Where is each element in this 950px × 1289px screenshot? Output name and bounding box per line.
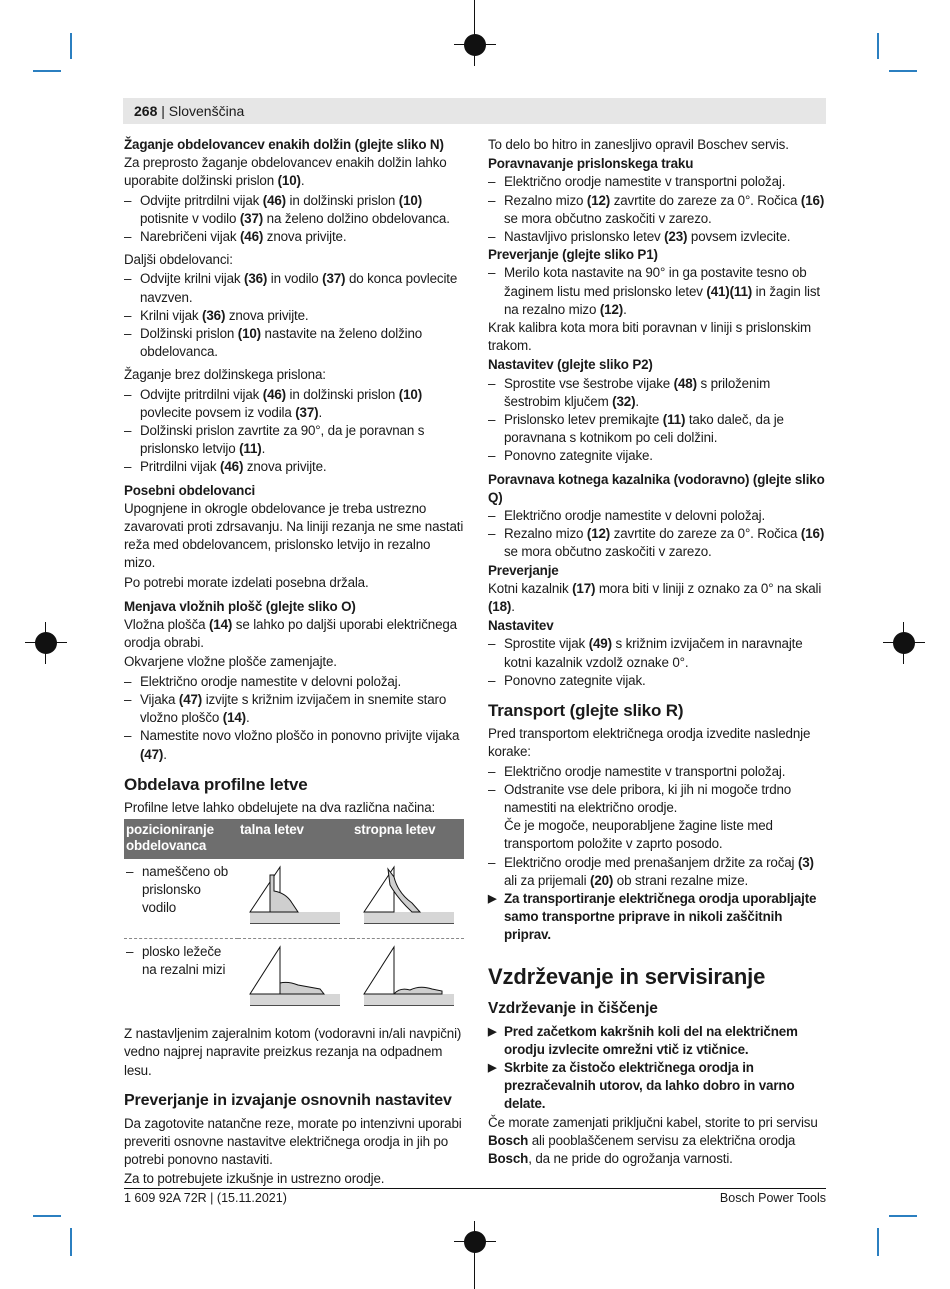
section-heading: Poravnavanje prislonskega traku xyxy=(488,156,694,172)
list-item: – Električno orodje med prenašanjem držite za ročaj (3) ali za prijemali (20) ob strani rezalne mize. xyxy=(488,854,814,888)
floor-molding-flat-illustration xyxy=(240,943,340,1009)
section-heading-medium: Vzdrževanje in čiščenje xyxy=(488,999,658,1017)
list-item: – Odvijte krilni vijak (36) in vodilo (37) do konca povlecite navzven. xyxy=(124,271,458,305)
row-label: plosko ležeče na rezalni mizi xyxy=(142,944,226,978)
section-heading: Žaganje obdelovancev enakih dolžin (glejte sliko N) xyxy=(124,137,444,152)
paragraph: Pred transportom električnega orodja izvedite naslednje korake: xyxy=(488,726,811,760)
footer-brand: Bosch Power Tools xyxy=(719,1191,826,1205)
registration-mark xyxy=(35,632,57,654)
table-cell: – nameščeno ob prislonsko vodilo xyxy=(124,859,238,939)
table-cell: – plosko ležeče na rezalni mizi xyxy=(126,944,226,978)
registration-mark xyxy=(893,632,915,654)
warning-note: ▶ Pred začetkom kakršnih koli del na električnem orodju izvlecite omrežni vtič iz vtičnice. xyxy=(488,1023,798,1057)
floor-molding-fence-illustration xyxy=(240,863,340,929)
section-heading: Nastavitev (glejte sliko P2) xyxy=(488,357,653,373)
warning-note: ▶ Skrbite za čistočo električnega orodja in prezračevalnih utorov, da lahko dobro in varno delate. xyxy=(488,1059,795,1112)
list-item: – Pritrdilni vijak (46) znova privijte. xyxy=(124,459,327,475)
paragraph: Okvarjene vložne plošče zamenjajte. xyxy=(124,654,337,670)
warning-triangle-icon: ▶ xyxy=(488,1061,497,1074)
list-item: – Dolžinski prislon zavrtite za 90°, da je poravnan s prislonsko letvijo (11). xyxy=(124,423,425,457)
section-heading-large: Transport (glejte sliko R) xyxy=(488,701,684,721)
list-item: – Električno orodje namestite v delovni položaj. xyxy=(124,673,402,689)
paragraph: Upognjene in okrogle obdelovance je treba ustrezno zavarovati proti zdrsavanju. Na liniji rezanja ne sme nastati reža med obdelovancem, prislonsko letvijo in rezalno mizo. xyxy=(124,500,464,571)
section-heading: Preverjanje (glejte sliko P1) xyxy=(488,247,658,263)
warning-triangle-icon: ▶ xyxy=(488,892,497,905)
section-heading: Posebni obdelovanci xyxy=(124,482,256,498)
warning-triangle-icon: ▶ xyxy=(488,1025,497,1038)
list-item: – Vijaka (47) izvijte s križnim izvijačem in snemite staro vložno ploščo (14). xyxy=(124,691,447,726)
registration-mark xyxy=(464,1231,486,1253)
left-column xyxy=(124,136,464,1190)
registration-line xyxy=(474,1263,475,1289)
list-item: – Električno orodje namestite v transportni položaj. xyxy=(488,763,786,779)
list-item: – Dolžinski prislon (10) nastavite na želeno dolžino obdelovanca. xyxy=(124,326,423,360)
paragraph: Če morate zamenjati priključni kabel, storite to pri servisu Bosch ali pooblaščenem servisu za električna orodja Bosch, da ne pride do ogrožanja varnosti. xyxy=(488,1114,818,1166)
list-item: – Prislonsko letev premikajte (11) tako daleč, da je poravnana s kotnikom po celi dolžini. xyxy=(488,412,784,446)
section-heading: Preverjanje xyxy=(488,562,559,578)
list-item: – Nastavljivo prislonsko letev (23) povsem izvlecite. xyxy=(488,229,791,245)
table-cell xyxy=(238,939,352,1020)
table-header: stropna letev xyxy=(352,819,464,859)
section-heading: Poravnava kotnega kazalnika (vodoravno) (glejte sliko Q) xyxy=(488,471,825,505)
bullet-list xyxy=(488,635,828,690)
paragraph: To delo bo hitro in zanesljivo opravil Boschev servis. xyxy=(488,137,789,152)
paragraph: Vložna plošča (14) se lahko po daljši uporabi električnega orodja obrabi. xyxy=(124,617,457,651)
paragraph: Krak kalibra kota mora biti poravnan v liniji s prislonskim trakom. xyxy=(488,320,812,354)
list-item: – Rezalno mizo (12) zavrtite do zareze za 0°. Ročica (16) se mora občutno zaskočiti v zarezo. xyxy=(488,526,825,560)
list-item: – Odvijte pritrdilni vijak (46) in dolžinski prislon (10) povlecite povsem iz vodila (37). xyxy=(124,386,423,420)
bullet-list xyxy=(488,507,828,562)
section-heading-large: Preverjanje in izvajanje osnovnih nastavitev xyxy=(124,1091,452,1109)
table-cell xyxy=(352,939,464,1020)
paragraph: Da zagotovite natančne reze, morate po intenzivni uporabi preveriti osnovne nastavitve električnega orodja in jih po potrebi ponovno nastaviti. xyxy=(124,1115,462,1168)
bullet-list xyxy=(124,386,464,477)
list-item: – Odstranite vse dele pribora, ki jih ni mogoče trdno namestiti na električno orodje. Če je mogoče, neuporabljene žagine liste med transportom položite v zaprto posodo. xyxy=(488,781,792,852)
ceiling-molding-fence-illustration xyxy=(354,863,454,929)
row-label: nameščeno ob prislonsko vodilo xyxy=(142,863,229,916)
list-item: – Električno orodje namestite v transportni položaj. xyxy=(488,174,786,190)
list-item: – Sprostite vijak (49) s križnim izvijačem in naravnajte kotni kazalnik vzdolž oznake 0°. xyxy=(488,636,803,670)
crop-mark xyxy=(33,70,61,72)
table-header: pozicioniranje obdelovanca xyxy=(124,819,238,859)
table-cell xyxy=(352,859,464,939)
crop-mark xyxy=(889,70,917,72)
footer-rule xyxy=(124,1188,826,1189)
header-separator: | xyxy=(161,103,165,119)
list-item: – Merilo kota nastavite na 90° in ga postavite tesno ob žaginem listu med prislonsko letev (41)(11) in žagin list na rezalno mizo (12). xyxy=(488,265,820,317)
table-row xyxy=(124,939,464,1020)
bullet-list xyxy=(488,763,828,890)
section-heading-large: Obdelava profilne letve xyxy=(124,774,308,794)
list-item: – Rezalno mizo (12) zavrtite do zareze za 0°. Ročica (16) se mora občutno zaskočiti v zarezo. xyxy=(488,192,825,226)
section-heading: Nastavitev xyxy=(488,618,554,634)
table-header-row xyxy=(124,819,464,859)
crop-mark xyxy=(70,1228,72,1256)
paragraph: Za to potrebujete izkušnje in ustrezno orodje. xyxy=(124,1171,385,1187)
bullet-list xyxy=(124,192,464,247)
warning-note: ▶ Za transportiranje električnega orodja uporabljajte samo transportne priprave in nikoli zaščitnih priprav. xyxy=(488,890,817,943)
ceiling-molding-flat-illustration xyxy=(354,943,454,1009)
page-header xyxy=(123,98,826,124)
crop-mark xyxy=(70,33,72,59)
footer-doc-number: 1 609 92A 72R | (15.11.2021) xyxy=(124,1191,287,1205)
crop-mark xyxy=(877,33,879,59)
registration-mark xyxy=(464,34,486,56)
list-item: – Sprostite vse šestrobe vijake (48) s priloženim šestrobim ključem (32). xyxy=(488,375,771,409)
header-language: Slovenščina xyxy=(168,103,245,119)
section-heading: Menjava vložnih plošč (glejte sliko O) xyxy=(124,598,356,614)
table-cell xyxy=(238,859,352,939)
chapter-heading: Vzdrževanje in servisiranje xyxy=(488,963,766,989)
table-row xyxy=(124,859,464,939)
bullet-list xyxy=(124,673,464,764)
list-item: – Ponovno zategnite vijak. xyxy=(488,672,646,688)
paragraph: Profilne letve lahko obdelujete na dva različna načina: xyxy=(124,799,436,815)
profile-table xyxy=(124,819,464,1019)
paragraph: Daljši obdelovanci: xyxy=(124,252,233,268)
paragraph: Žaganje brez dolžinskega prislona: xyxy=(124,367,326,383)
paragraph: Za preprosto žaganje obdelovancev enakih dolžin lahko uporabite dolžinski prislon (10). xyxy=(124,155,447,189)
page-number: 268 xyxy=(134,103,158,119)
bullet-list xyxy=(488,173,828,246)
bullet-list xyxy=(488,264,828,319)
list-item: – Odvijte pritrdilni vijak (46) in dolžinski prislon (10) potisnite v vodilo (37) na želeno dolžino obdelovanca. xyxy=(124,192,450,226)
bullet-list xyxy=(488,375,828,466)
list-item: – Narebričeni vijak (46) znova privijte. xyxy=(124,229,347,245)
right-column xyxy=(488,136,828,1169)
crop-mark xyxy=(889,1215,917,1217)
list-item: – Krilni vijak (36) znova privijte. xyxy=(124,307,309,323)
bullet-list xyxy=(124,270,464,361)
table-header: talna letev xyxy=(238,819,352,859)
paragraph: Z nastavljenim zajeralnim kotom (vodoravni in/ali navpični) vedno najprej napravite preizkus rezanja na odpadnem lesu. xyxy=(124,1026,462,1078)
list-item: – Namestite novo vložno ploščo in ponovno privijte vijaka (47). xyxy=(124,728,460,762)
list-item: – Ponovno zategnite vijake. xyxy=(488,448,653,464)
list-item: – Električno orodje namestite v delovni položaj. xyxy=(488,508,766,524)
crop-mark xyxy=(33,1215,61,1217)
paragraph: Po potrebi morate izdelati posebna držala. xyxy=(124,574,369,590)
crop-mark xyxy=(877,1228,879,1256)
paragraph: Kotni kazalnik (17) mora biti v liniji z oznako za 0° na skali (18). xyxy=(488,580,822,615)
